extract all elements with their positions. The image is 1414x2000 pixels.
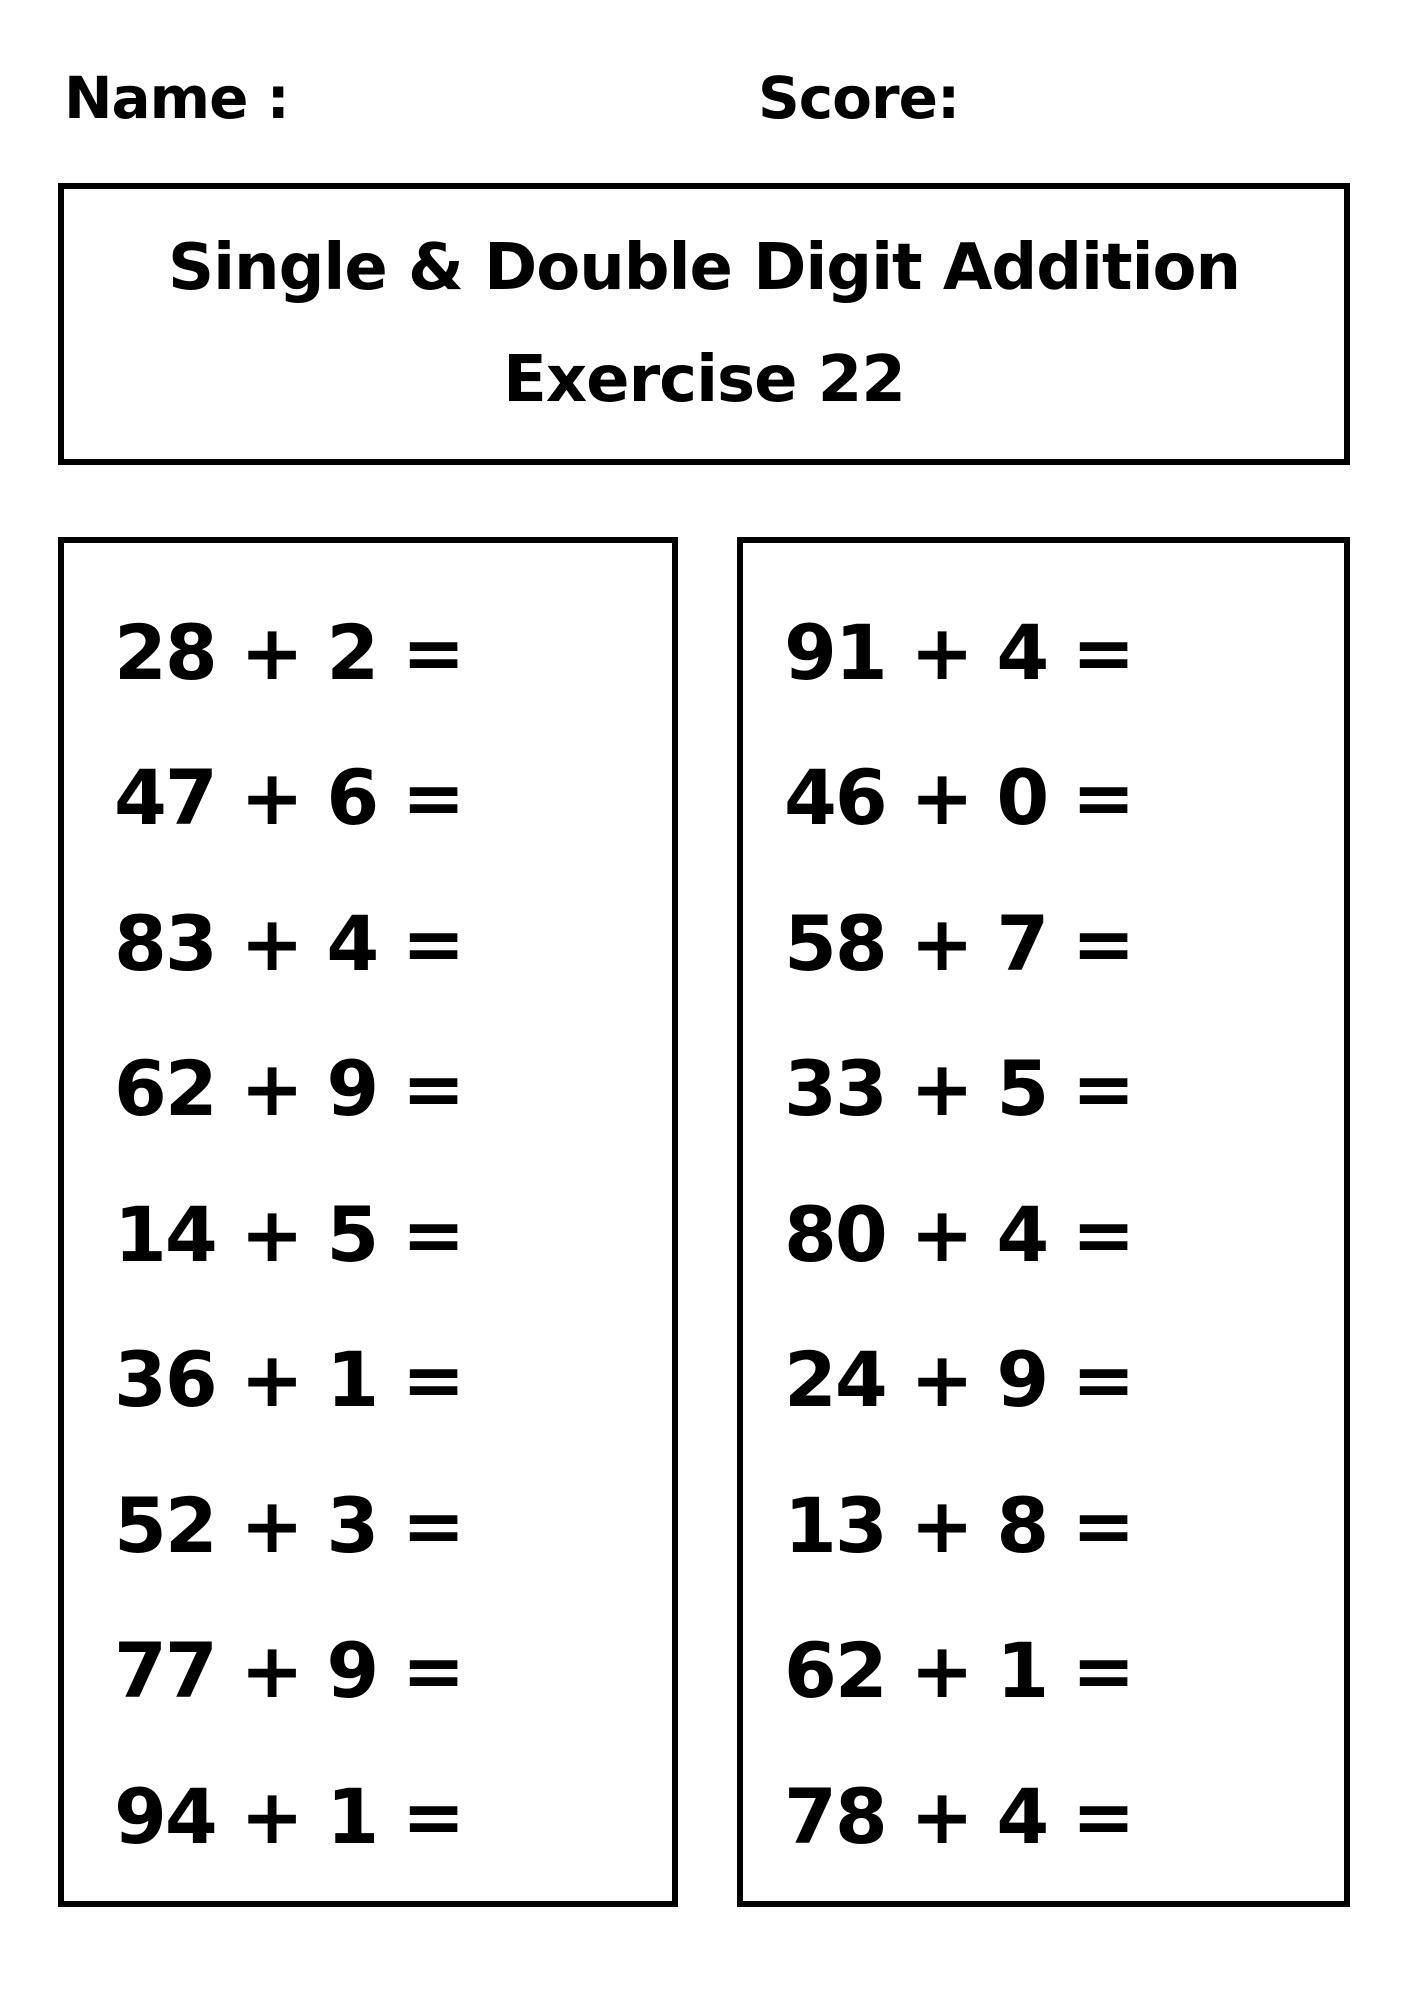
- left-problem-column: [58, 537, 678, 1907]
- worksheet-title: Single & Double Digit Addition: [167, 231, 1241, 305]
- problem-item: 91 + 4 =: [784, 608, 1134, 697]
- problem-item: 36 + 1 =: [114, 1335, 464, 1424]
- title-box: [58, 183, 1350, 465]
- problem-item: 80 + 4 =: [784, 1190, 1134, 1279]
- name-label: Name :: [64, 64, 289, 132]
- problem-item: 14 + 5 =: [114, 1190, 464, 1279]
- exercise-number: Exercise 22: [503, 343, 905, 417]
- problem-item: 24 + 9 =: [784, 1335, 1134, 1424]
- score-label: Score:: [758, 64, 960, 132]
- problem-item: 52 + 3 =: [114, 1481, 464, 1570]
- problem-item: 28 + 2 =: [114, 608, 464, 697]
- right-problem-column: [737, 537, 1350, 1907]
- problem-item: 83 + 4 =: [114, 899, 464, 988]
- problem-item: 62 + 1 =: [784, 1626, 1134, 1715]
- problem-item: 47 + 6 =: [114, 753, 464, 842]
- problem-item: 62 + 9 =: [114, 1044, 464, 1133]
- problem-item: 58 + 7 =: [784, 899, 1134, 988]
- problem-item: 46 + 0 =: [784, 753, 1134, 842]
- problem-item: 77 + 9 =: [114, 1626, 464, 1715]
- problem-item: 33 + 5 =: [784, 1044, 1134, 1133]
- problem-item: 94 + 1 =: [114, 1772, 464, 1861]
- problem-item: 13 + 8 =: [784, 1481, 1134, 1570]
- problem-item: 78 + 4 =: [784, 1772, 1134, 1861]
